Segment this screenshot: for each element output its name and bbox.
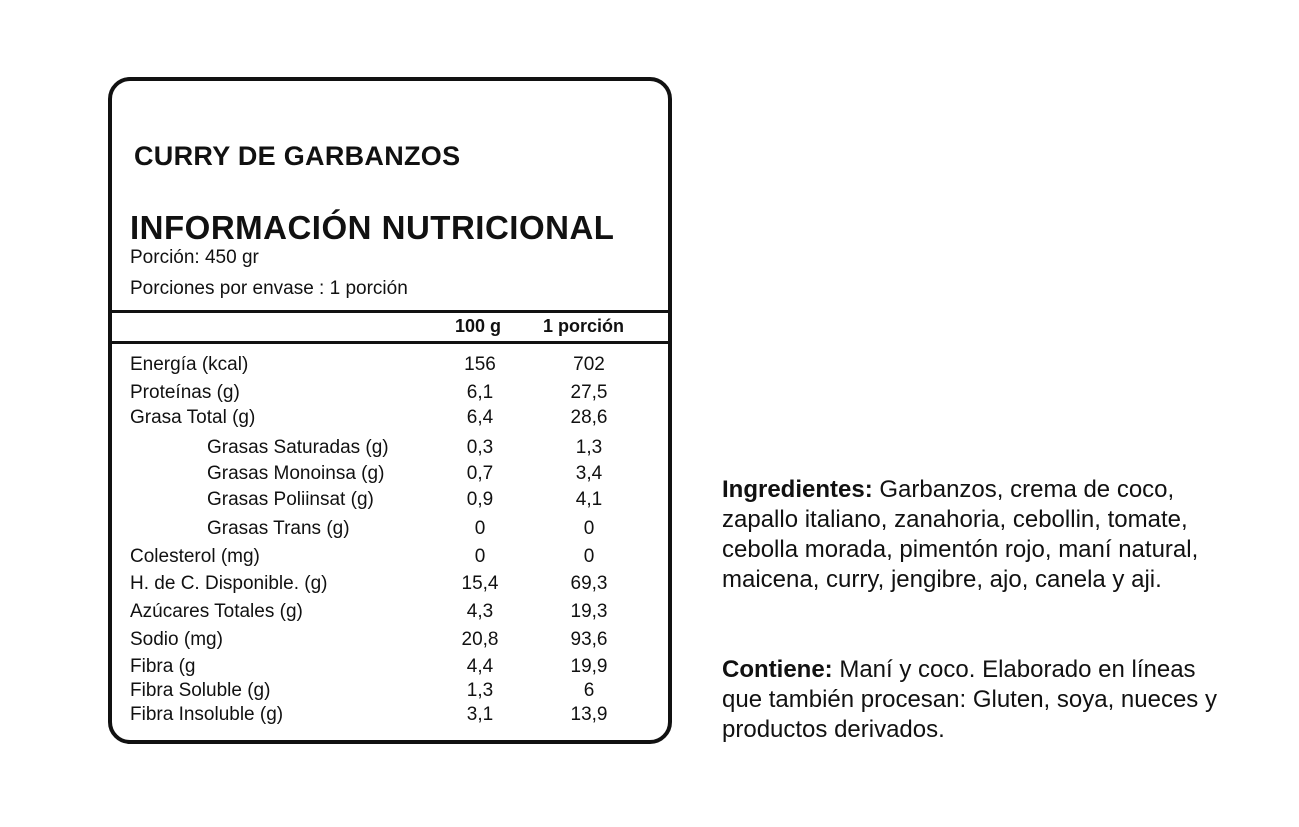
allergens-text: Maní y coco. Elaborado en líneas que también procesan: Gluten, soya, nueces y productos derivados. [722, 656, 1217, 743]
nutrient-name: Fibra (g [130, 656, 196, 677]
nutrient-name: Fibra Insoluble (g) [130, 704, 284, 725]
table-row [112, 354, 668, 378]
nutrient-name: Fibra Soluble (g) [130, 680, 271, 701]
value-per-100g: 6,4 [466, 407, 494, 428]
value-per-serving: 0 [583, 518, 595, 539]
value-per-serving: 13,9 [570, 704, 608, 725]
value-per-serving: 4,1 [575, 489, 603, 510]
column-header-serving: 1 porción [543, 316, 625, 336]
table-row [112, 518, 668, 542]
nutrient-name: Energía (kcal) [130, 354, 249, 375]
value-per-serving: 6 [583, 680, 595, 701]
nutrient-name: Grasas Saturadas (g) [207, 437, 389, 458]
table-row [112, 437, 668, 461]
nutrient-name: Azúcares Totales (g) [130, 601, 303, 622]
column-header-100g: 100 g [455, 316, 502, 336]
table-row [112, 407, 668, 431]
value-per-serving: 702 [573, 354, 605, 375]
value-per-100g: 6,1 [466, 382, 494, 403]
table-row [112, 489, 668, 513]
value-per-100g: 0 [474, 546, 486, 567]
nutrition-facts-panel [108, 77, 672, 744]
value-per-serving: 19,9 [570, 656, 608, 677]
value-per-serving: 3,4 [575, 463, 603, 484]
value-per-serving: 1,3 [575, 437, 603, 458]
allergens-block [722, 655, 1242, 745]
value-per-100g: 0,7 [466, 463, 494, 484]
table-row [112, 680, 668, 704]
nutrient-name: Colesterol (mg) [130, 546, 260, 567]
nutrient-name: H. de C. Disponible. (g) [130, 573, 328, 594]
value-per-100g: 0,9 [466, 489, 494, 510]
ingredients-label: Ingredientes: [722, 476, 873, 503]
table-row [112, 463, 668, 487]
nutrient-name: Grasa Total (g) [130, 407, 256, 428]
nutrient-name: Sodio (mg) [130, 629, 223, 650]
allergens-label: Contiene: [722, 656, 833, 683]
value-per-serving: 69,3 [570, 573, 608, 594]
ingredients-text: Garbanzos, crema de coco, zapallo italiano, zanahoria, cebollin, tomate, cebolla morada, pimentón rojo, maní natural, maicena, curry, jengibre, ajo, canela y aji. [722, 476, 1199, 593]
value-per-serving: 28,6 [570, 407, 608, 428]
table-row [112, 601, 668, 625]
value-per-100g: 15,4 [461, 573, 499, 594]
table-row [112, 656, 668, 680]
table-row [112, 382, 668, 406]
value-per-100g: 0 [474, 518, 486, 539]
value-per-100g: 3,1 [466, 704, 494, 725]
value-per-100g: 20,8 [461, 629, 499, 650]
divider-bottom [112, 341, 668, 344]
table-row [112, 546, 668, 570]
product-name: CURRY DE GARBANZOS [134, 141, 461, 171]
table-row [112, 629, 668, 653]
serving-size: Porción: 450 gr [130, 247, 259, 268]
table-row [112, 573, 668, 597]
value-per-serving: 0 [583, 546, 595, 567]
value-per-100g: 0,3 [466, 437, 494, 458]
nutrient-name: Grasas Monoinsa (g) [207, 463, 385, 484]
nutrient-name: Grasas Poliinsat (g) [207, 489, 374, 510]
value-per-serving: 93,6 [570, 629, 608, 650]
ingredients-block [722, 475, 1242, 595]
value-per-100g: 4,3 [466, 601, 494, 622]
servings-per-container: Porciones por envase : 1 porción [130, 278, 408, 299]
table-row [112, 704, 668, 728]
value-per-100g: 156 [464, 354, 496, 375]
panel-title: INFORMACIÓN NUTRICIONAL [130, 209, 615, 246]
value-per-100g: 1,3 [466, 680, 494, 701]
divider-top [112, 310, 668, 313]
nutrient-name: Grasas Trans (g) [207, 518, 350, 539]
value-per-serving: 27,5 [570, 382, 608, 403]
value-per-100g: 4,4 [466, 656, 494, 677]
value-per-serving: 19,3 [570, 601, 608, 622]
nutrient-name: Proteínas (g) [130, 382, 240, 403]
